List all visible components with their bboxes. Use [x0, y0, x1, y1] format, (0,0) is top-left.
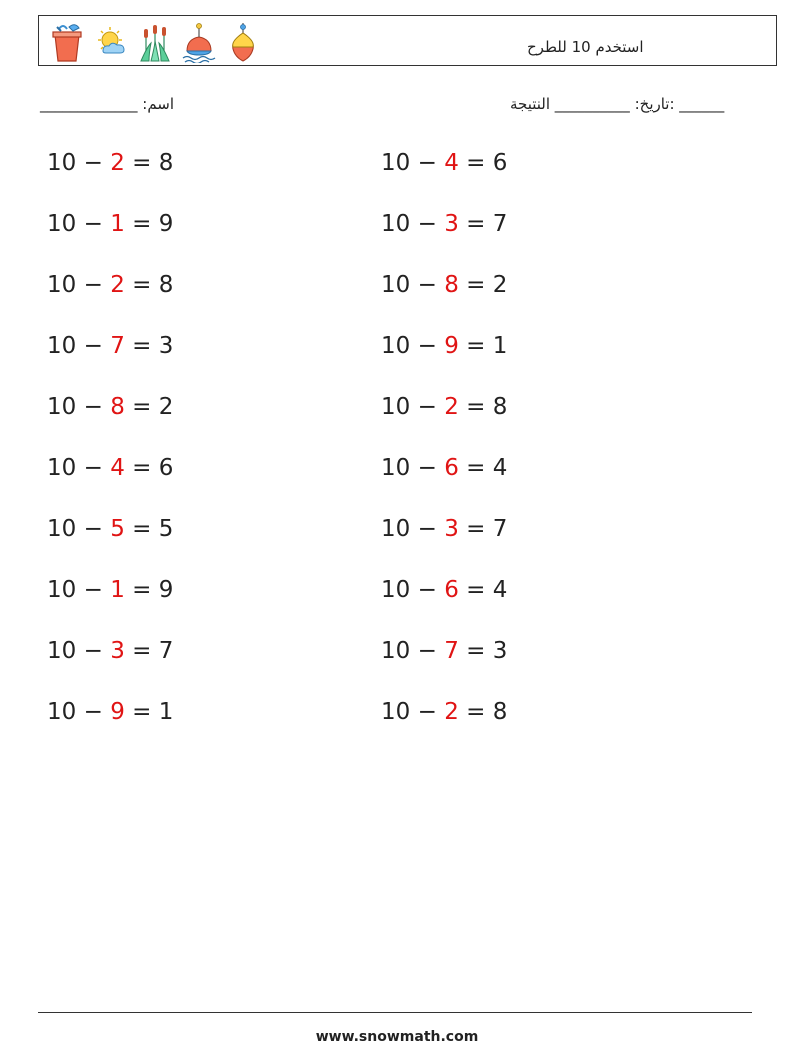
fishing-float-icon	[225, 21, 261, 63]
answer: 3	[492, 638, 508, 664]
problem-item: 10 − 2 = 8	[47, 150, 174, 176]
answer: 7	[158, 638, 174, 664]
problem-item: 10 − 3 = 7	[47, 638, 174, 664]
problem-item: 10 − 8 = 2	[47, 394, 174, 420]
problem-item: 10 − 5 = 5	[47, 516, 174, 542]
answer: 3	[158, 333, 174, 359]
answer: 8	[492, 394, 508, 420]
problem-item: 10 − 9 = 1	[47, 699, 174, 725]
header-icons	[49, 21, 261, 63]
subtrahend: 4	[110, 455, 125, 481]
answer: 4	[492, 577, 508, 603]
problem-item: 10 − 3 = 7	[381, 516, 508, 542]
subtrahend: 2	[110, 150, 125, 176]
problem-item: 10 − 1 = 9	[47, 211, 174, 237]
problem-item: 10 − 4 = 6	[381, 150, 508, 176]
subtrahend: 5	[110, 516, 125, 542]
answer: 8	[158, 272, 174, 298]
problem-item: 10 − 1 = 9	[47, 577, 174, 603]
answer: 2	[158, 394, 174, 420]
problem-item: 10 − 6 = 4	[381, 455, 508, 481]
date-score-label: ______ :تاريخ: __________ النتيجة	[510, 95, 725, 113]
subtrahend: 7	[444, 638, 459, 664]
subtrahend: 2	[444, 699, 459, 725]
footer-url[interactable]: www.snowmath.com	[315, 1029, 479, 1045]
answer: 5	[158, 516, 174, 542]
problem-grid	[47, 145, 607, 755]
subtrahend: 8	[444, 272, 459, 298]
subtrahend: 2	[110, 272, 125, 298]
worksheet-title: استخدم 10 للطرح	[527, 38, 644, 56]
answer: 1	[492, 333, 508, 359]
problem-item: 10 − 9 = 1	[381, 333, 508, 359]
answer: 6	[158, 455, 174, 481]
subtrahend: 4	[444, 150, 459, 176]
answer: 4	[492, 455, 508, 481]
problem-item: 10 − 8 = 2	[381, 272, 508, 298]
subtrahend: 2	[444, 394, 459, 420]
name-field-label: اسم: _____________	[40, 95, 175, 113]
subtrahend: 9	[110, 699, 125, 725]
answer: 2	[492, 272, 508, 298]
subtrahend: 6	[444, 455, 459, 481]
subtrahend: 3	[444, 211, 459, 237]
problem-item: 10 − 4 = 6	[47, 455, 174, 481]
answer: 7	[492, 516, 508, 542]
subtrahend: 3	[444, 516, 459, 542]
header-box	[38, 15, 777, 66]
answer: 8	[158, 150, 174, 176]
answer: 6	[492, 150, 508, 176]
problem-item: 10 − 6 = 4	[381, 577, 508, 603]
problem-item: 10 − 3 = 7	[381, 211, 508, 237]
subtrahend: 3	[110, 638, 125, 664]
answer: 8	[492, 699, 508, 725]
answer: 1	[158, 699, 174, 725]
subtrahend: 9	[444, 333, 459, 359]
subtrahend: 1	[110, 577, 125, 603]
problem-item: 10 − 2 = 8	[381, 394, 508, 420]
problem-item: 10 − 7 = 3	[381, 638, 508, 664]
footer-divider	[38, 1012, 752, 1013]
sun-cloud-icon	[93, 21, 129, 63]
subtrahend: 6	[444, 577, 459, 603]
subtrahend: 7	[110, 333, 125, 359]
problem-item: 10 − 2 = 8	[381, 699, 508, 725]
problem-item: 10 − 2 = 8	[47, 272, 174, 298]
reeds-icon	[137, 21, 173, 63]
answer: 9	[158, 211, 174, 237]
buoy-water-icon	[181, 21, 217, 63]
subtrahend: 8	[110, 394, 125, 420]
subtrahend: 1	[110, 211, 125, 237]
answer: 9	[158, 577, 174, 603]
bucket-icon	[49, 21, 85, 63]
answer: 7	[492, 211, 508, 237]
problem-item: 10 − 7 = 3	[47, 333, 174, 359]
